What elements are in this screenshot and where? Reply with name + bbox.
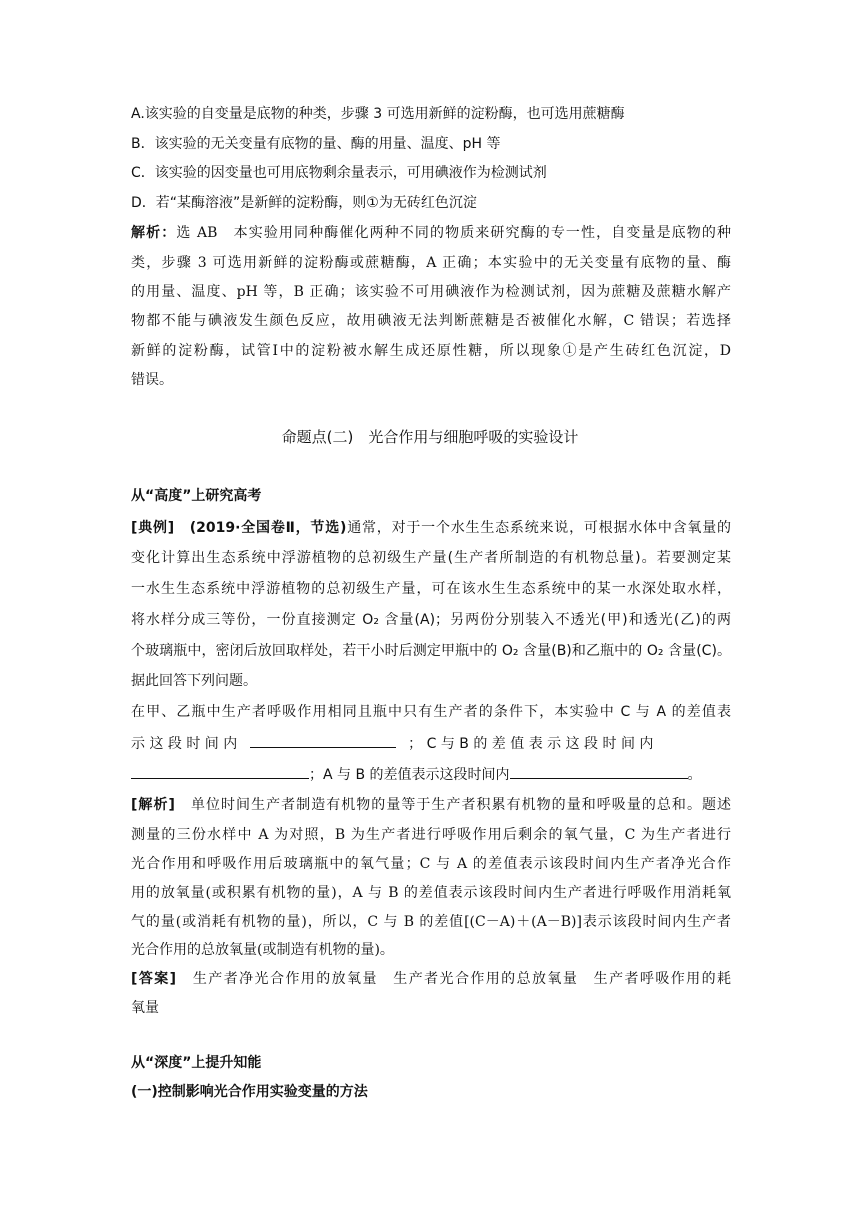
answer-line-2: 氧量 [131,1000,159,1016]
subheading-method: (一)控制影响光合作用实验变量的方法 [131,1084,368,1100]
example-source: (2019·全国卷Ⅱ，节选) [189,520,347,536]
example-tag: [典例] [131,520,175,536]
answer-blank-3[interactable] [510,764,688,779]
option-a: A.该实验的自变量是底物的种类，步骤 3 可选用新鲜的淀粉酶，也可选用蔗糖酶 [131,106,625,122]
analysis2-line-2: 测量的三份水样中 A 为对照，B 为生产者进行呼吸作用后剩余的氧气量，C 为生产者进行 [131,827,731,843]
question-line-2: 示 这 段 时 间 内 ； C 与 B 的 差 值 表 示 这 段 时 间 内 [131,733,731,754]
analysis1-line-5: 新鲜的淀粉酶，试管Ⅰ中的淀粉被水解生成还原性糖，所以现象①是产生砖红色沉淀，D [131,343,731,359]
analysis2-line-5: 气的量(或消耗有机物的量)，所以，C 与 B 的差值[(C－A)＋(A－B)]表示该段时间内生产者 [131,914,731,930]
subheading-shendu: 从“深度”上提升知能 [131,1055,262,1071]
analysis1-line-3: 的用量、温度、pH 等，B 正确；该实验不可用碘液作为检测试剂，因为蔗糖及蔗糖水解产 [131,284,731,300]
example-line-6: 据此回答下列问题。 [131,673,257,689]
option-d: D．若“某酶溶液”是新鲜的淀粉酶，则①为无砖红色沉淀 [131,195,477,211]
analysis1-line-1: 解析：选 AB 本实验用同种酶催化两种不同的物质来研究酶的专一性，自变量是底物的种 [131,225,731,241]
analysis2-tag: [解析] [131,797,175,813]
example-line-4: 将水样分成三等份，一份直接测定 O₂ 含量(A)；另两份分别装入不透光(甲)和透光(乙)的两 [131,612,731,628]
example-line-5: 个玻璃瓶中，密闭后放回取样处，若干小时后测定甲瓶中的 O₂ 含量(B)和乙瓶中的 O₂ 含量(C)。 [131,643,731,659]
option-b: B．该实验的无关变量有底物的量、酶的用量、温度、pH 等 [131,136,501,152]
answer-blank-2[interactable] [131,764,309,779]
analysis1-label: 解析： [131,225,177,241]
analysis2-line-3: 光合作用和呼吸作用后玻璃瓶中的氧气量；C 与 A 的差值表示该段时间内生产者净光合作 [131,856,731,872]
section-title: 命题点(二) 光合作用与细胞呼吸的实验设计 [281,428,579,446]
option-c: C．该实验的因变量也可用底物剩余量表示，可用碘液作为检测试剂 [131,165,547,181]
analysis2-line-1: [解析] 单位时间生产者制造有机物的量等于生产者积累有机物的量和呼吸量的总和。题述 [131,797,731,813]
answer-line-1: [答案] 生产者净光合作用的放氧量 生产者光合作用的总放氧量 生产者呼吸作用的耗 [131,971,731,987]
subheading-gaodu: 从“高度”上研究高考 [131,488,262,504]
example-line-2: 变化计算出生态系统中浮游植物的总初级生产量(生产者所制造的有机物总量)。若要测定某 [131,550,731,566]
example-line-1: [典例] (2019·全国卷Ⅱ，节选)通常，对于一个水生生态系统来说，可根据水体中含氧量的 [131,520,731,536]
analysis2-line-4: 用的放氧量(或积累有机物的量)，A 与 B 的差值表示该段时间内生产者进行呼吸作用消耗氧 [131,885,731,901]
analysis1-line-4: 物都不能与碘液发生颜色反应，故用碘液无法判断蔗糖是否被催化水解，C 错误；若选择 [131,313,731,329]
example-line-3: 一水生生态系统中浮游植物的总初级生产量，可在该水生生态系统中的某一水深处取水样， [131,581,731,597]
answer-tag: [答案] [131,971,177,987]
analysis1-line-2: 类，步骤 3 可选用新鲜的淀粉酶或蔗糖酶，A 正确；本实验中的无关变量有底物的量、酶 [131,255,731,271]
answer-blank-1[interactable] [250,733,396,748]
question-line-1: 在甲、乙瓶中生产者呼吸作用相同且瓶中只有生产者的条件下，本实验中 C 与 A 的差值表 [131,704,731,720]
analysis1-line-6: 错误。 [131,372,173,388]
question-line-3: ；A 与 B 的差值表示这段时间内 。 [131,764,731,785]
analysis2-line-6: 光合作用的总放氧量(或制造有机物的量)。 [131,942,394,958]
